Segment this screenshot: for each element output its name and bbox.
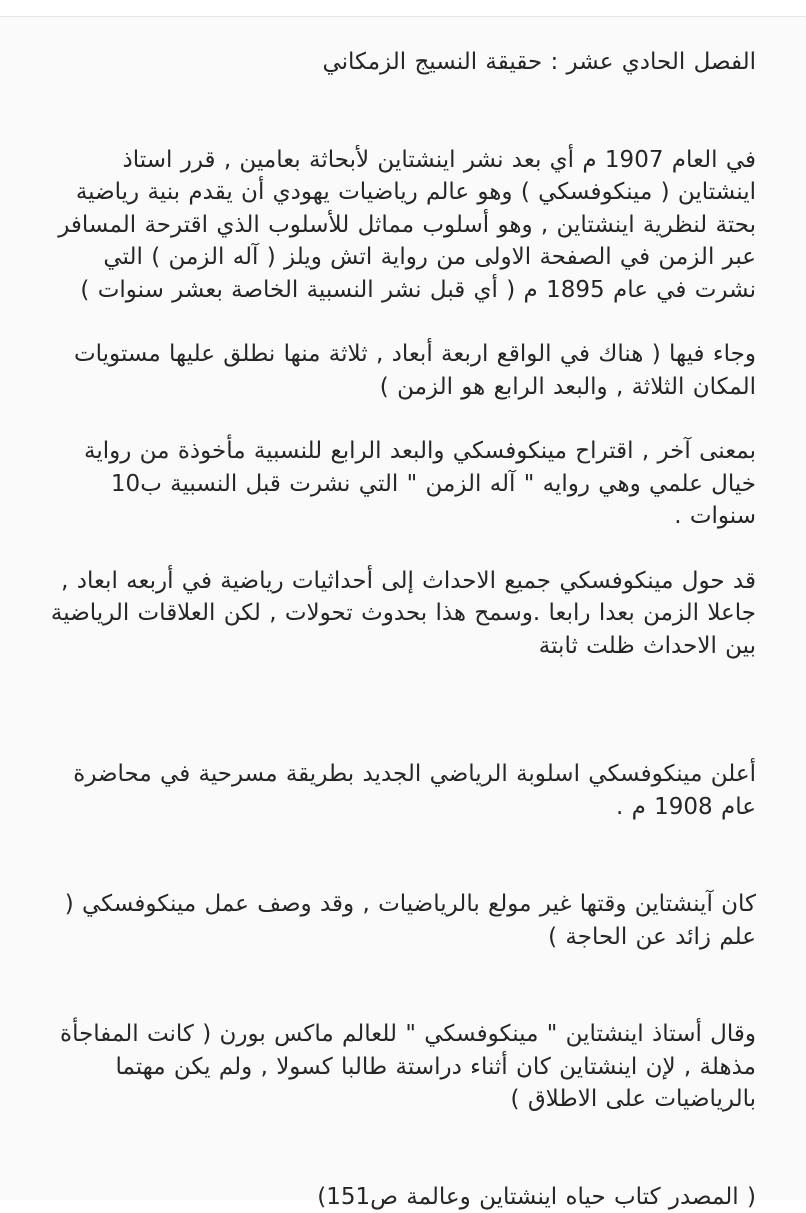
source-citation: ( المصدر كتاب حياه اينشتاين وعالمة ص151) bbox=[50, 1181, 756, 1213]
paragraph-4: قد حول مينكوفسكي جميع الاحداث إلى أحداثيات رياضية في أربعه ابعاد , جاعلا الزمن بعدا رابعا .وسمح هذا بحدوث تحولات , لكن العلاقات الرياضية بين الاحداث ظلت ثابتة bbox=[50, 565, 756, 663]
top-rule bbox=[0, 0, 806, 17]
paragraph-1: في العام 1907 م أي بعد نشر اينشتاين لأبحاثة بعامين , قرر استاذ اينشتاين ( مينكوفسكي ) وهو عالم رياضيات يهودي أن يقدم بنية رياضية بحتة لنظرية اينشتاين , وهو أسلوب مماثل للأسلوب الذي اقترحة المسافر عبر الزمن في الصفحة الاولى من رواية اتش ويلز ( آله الزمن ) التي نشرت في عام 1895 م ( أي قبل نشر النسبية الخاصة بعشر سنوات ) bbox=[50, 144, 756, 307]
chapter-title: الفصل الحادي عشر : حقيقة النسيج الزمكاني bbox=[50, 46, 756, 79]
paragraph-5: أعلن مينكوفسكي اسلوبة الرياضي الجديد بطريقة مسرحية في محاضرة عام 1908 م . bbox=[50, 758, 756, 823]
paragraph-7: وقال أستاذ اينشتاين " مينكوفسكي " للعالم ماكس بورن ( كانت المفاجأة مذهلة , لإن اينشتاين كان أثناء دراستة طالبا كسولا , ولم يكن مهتما بالرياضيات على الاطلاق ) bbox=[50, 1018, 756, 1116]
paragraph-2: وجاء فيها ( هناك في الواقع اربعة أبعاد , ثلاثة منها نطلق عليها مستويات المكان الثلاثة , والبعد الرابع هو الزمن ) bbox=[50, 338, 756, 403]
document-body bbox=[50, 46, 756, 1213]
paragraph-6: كان آينشتاين وقتها غير مولع بالرياضيات , وقد وصف عمل مينكوفسكي ( علم زائد عن الحاجة ) bbox=[50, 888, 756, 953]
paragraph-3: بمعنى آخر , اقتراح مينكوفسكي والبعد الرابع للنسبية مأخوذة من رواية خيال علمي وهي روايه " آله الزمن " التي نشرت قبل النسبية ب10 سنوات . bbox=[50, 435, 756, 533]
